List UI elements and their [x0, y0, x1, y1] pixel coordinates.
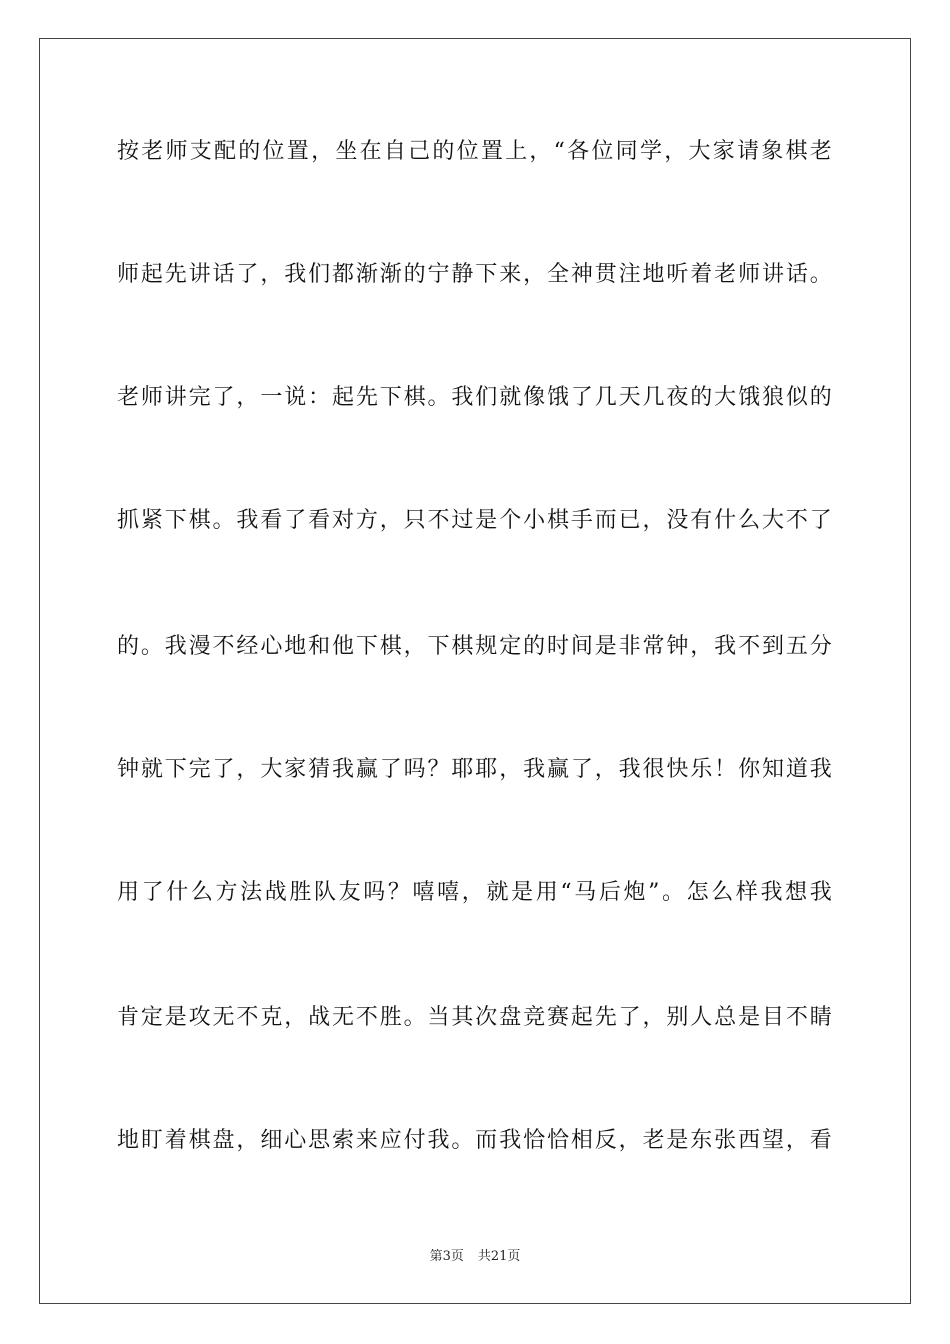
page-border: [39, 38, 911, 1304]
body-text-line: 肯定是攻无不克，战无不胜。当其次盘竞赛起先了，别人总是目不睛: [117, 1005, 833, 1030]
page-footer: [0, 1248, 950, 1266]
body-text-line: 抓紧下棋。我看了看对方，只不过是个小棋手而已，没有什么大不了: [117, 508, 833, 533]
body-text-line: 用了什么方法战胜队友吗？嘻嘻，就是用“马后炮”。怎么样我想我: [117, 880, 833, 905]
body-text-line: 地盯着棋盘，细心思索来应付我。而我恰恰相反，老是东张西望，看: [117, 1128, 833, 1153]
page-number: 第3页: [429, 1249, 464, 1264]
body-text-line: 师起先讲话了，我们都渐渐的宁静下来，全神贯注地听着老师讲话。: [117, 262, 833, 287]
total-pages: 共21页: [477, 1249, 521, 1264]
body-text-line: 的。我漫不经心地和他下棋，下棋规定的时间是非常钟，我不到五分: [117, 634, 833, 659]
body-text-line: 钟就下完了，大家猜我赢了吗？耶耶，我赢了，我很快乐！你知道我: [117, 757, 833, 782]
body-text-line: 老师讲完了，一说：起先下棋。我们就像饿了几天几夜的大饿狼似的: [117, 385, 833, 410]
body-text-line: 按老师支配的位置，坐在自己的位置上，“各位同学，大家请象棋老: [117, 139, 833, 164]
